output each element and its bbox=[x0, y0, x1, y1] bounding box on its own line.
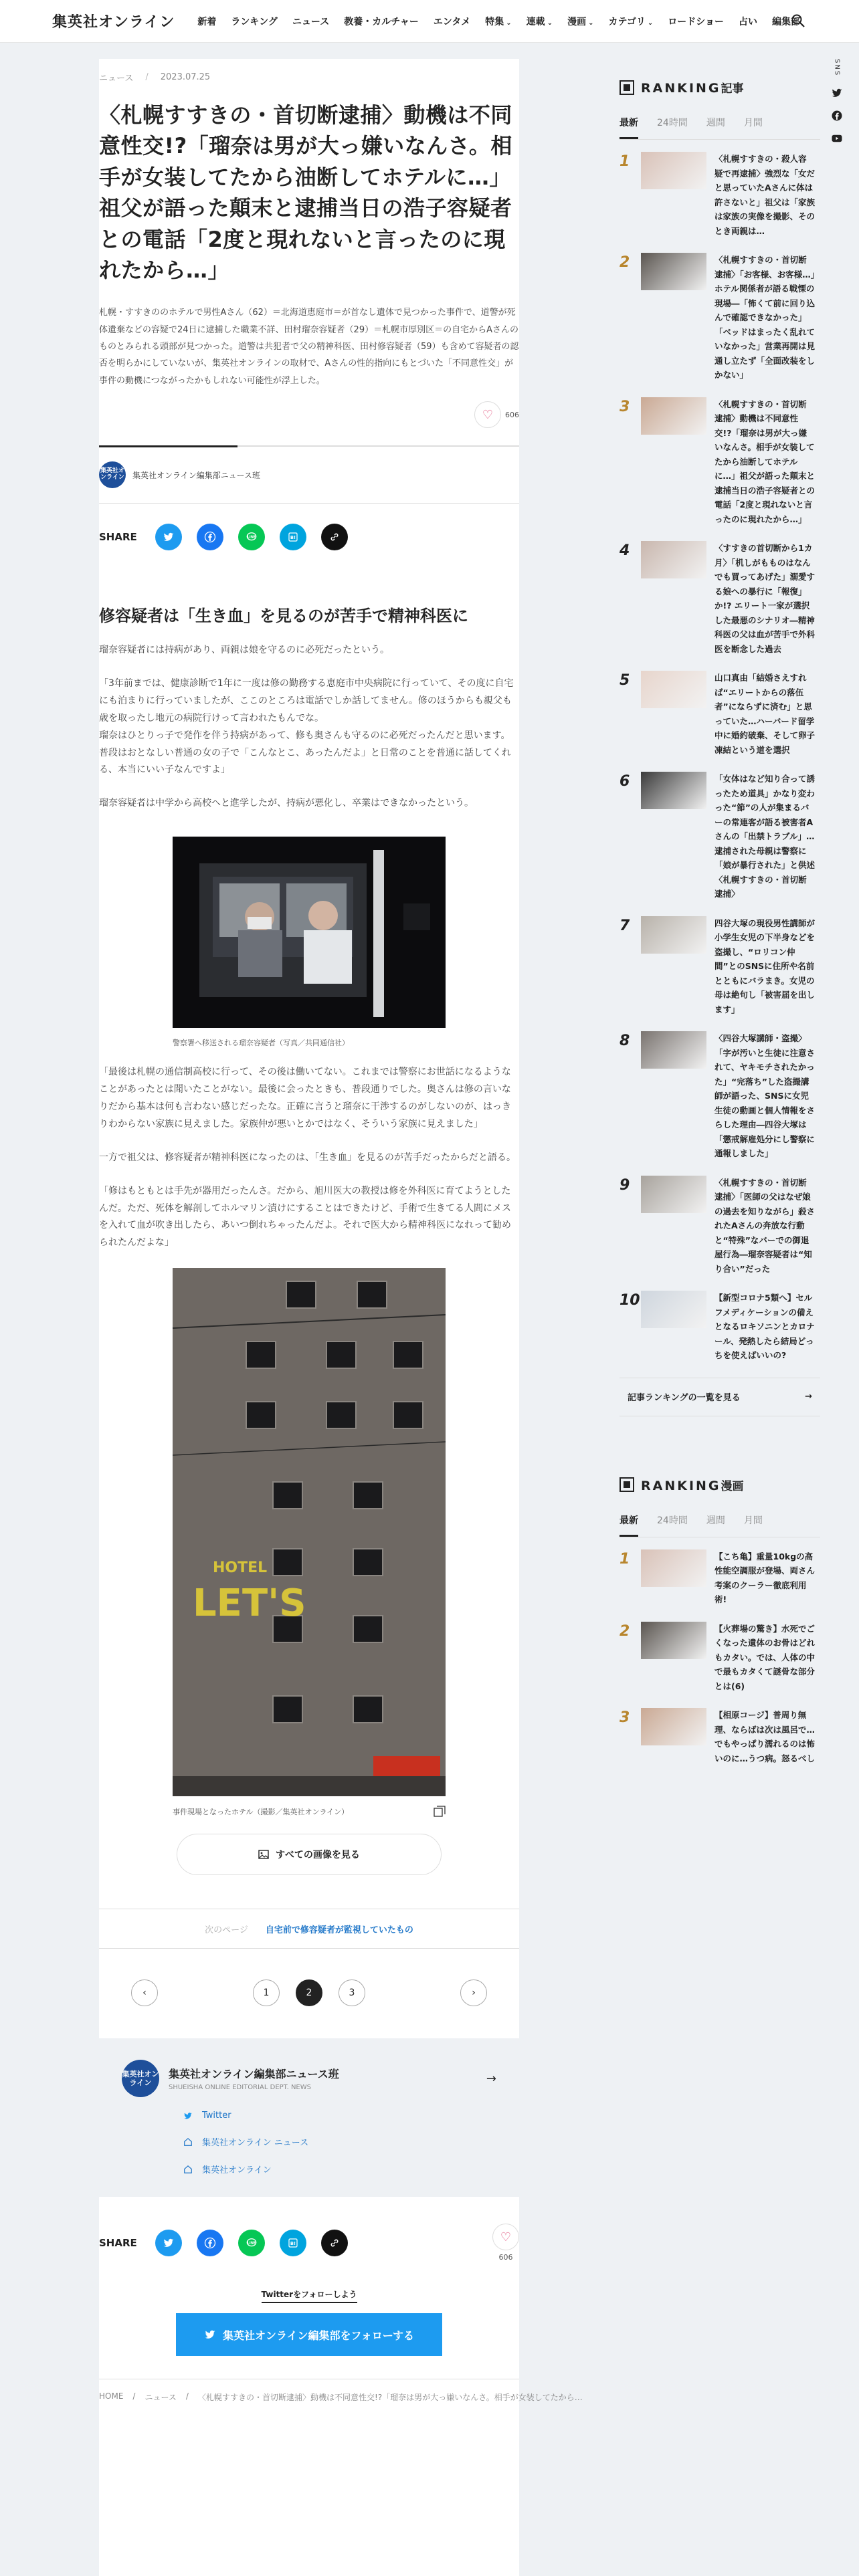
nav-item[interactable] bbox=[739, 15, 757, 28]
author-row[interactable] bbox=[99, 461, 519, 504]
share-label: SHARE bbox=[99, 2236, 137, 2249]
ranking-tab[interactable]: 24時間 bbox=[657, 1515, 688, 1526]
ranking-number: 4 bbox=[619, 542, 630, 559]
ranking-thumbnail[interactable] bbox=[641, 1708, 706, 1745]
body-paragraph: 「3年前までは、健康診断で1年に一度は修の勤務する恵庭市中央病院に行っていて、その度に自宅にも泊まりに行っていましたが、ここのところは電話でしか話してません。修のほうからも親父も歳を取ったし地元の病院行けって言われたもんでな。 瑠奈はひとりっ子で発作を伴う持病があって、修も奥さんも守るのに必死だったんだと思います。普段はおとなしい普通の女の子で「こんなとこ、あったんだよ」と日常のことを普通に話してくれる、本当にいい子なんですよ」 bbox=[99, 677, 514, 776]
ranking-title-suffix: 記事 bbox=[721, 82, 744, 96]
editor-avatar: 集英社オンライン bbox=[122, 2060, 159, 2097]
figure-arrest bbox=[173, 837, 446, 1048]
nav-item-label: ロードショー bbox=[668, 16, 725, 27]
ranking-title bbox=[641, 1477, 744, 1493]
share-bar bbox=[99, 524, 519, 550]
next-page-title[interactable]: 自宅前で修容疑者が監視していたもの bbox=[265, 1925, 413, 1935]
ranking-thumbnail[interactable] bbox=[641, 541, 706, 578]
breadcrumb-home[interactable]: HOME bbox=[99, 2391, 124, 2401]
ranking-number: 7 bbox=[619, 917, 630, 934]
ranking-thumbnail[interactable] bbox=[641, 1622, 706, 1659]
ranking-item-title[interactable]: 〈四谷大塚講師・盗撮〉「字が汚いと生徒に注意されて、ヤキモチされたかった」“完落ち”した盗撮講師が語った、SNSに女児生徒の動画と個人情報をさらした理由―四谷大塚は「懲戒解雇処分にし警察に通報しました」 bbox=[714, 1033, 816, 1158]
ranking-item[interactable] bbox=[619, 1031, 820, 1161]
arrest-photo[interactable] bbox=[173, 837, 446, 1028]
next-page-link[interactable] bbox=[99, 1909, 519, 1949]
breadcrumb-separator: / bbox=[185, 2391, 189, 2401]
ranking-manga bbox=[619, 1477, 820, 1766]
chevron-down-icon: ⌄ bbox=[506, 19, 512, 27]
view-all-images-label: すべての画像を見る bbox=[276, 1850, 360, 1861]
svg-text:B!: B! bbox=[290, 2240, 296, 2246]
ranking-item-title[interactable]: 【相原コージ】普周り無理、ならばは次は風呂で…でもやっぱり濡れるのは怖いのに…うつ病。怒るべし bbox=[714, 1710, 816, 1763]
reading-progress-fill bbox=[99, 445, 237, 447]
ranking-thumbnail[interactable] bbox=[641, 1176, 706, 1213]
caption-text: 警察署へ移送される瑠奈容疑者（写真／共同通信社） bbox=[173, 1039, 349, 1048]
nav-item[interactable] bbox=[668, 15, 724, 28]
editor-link-label: Twitter bbox=[202, 2111, 231, 2121]
ranking-thumbnail[interactable] bbox=[641, 253, 706, 290]
ranking-tab[interactable]: 24時間 bbox=[657, 118, 688, 128]
nav-item[interactable] bbox=[608, 15, 653, 28]
share-twitter-icon[interactable] bbox=[155, 2230, 182, 2256]
breadcrumb-separator: / bbox=[132, 2391, 136, 2401]
pagination-next-button[interactable]: › bbox=[460, 1979, 487, 2006]
ranking-item[interactable] bbox=[619, 1176, 820, 1277]
ranking-number: 8 bbox=[619, 1033, 630, 1049]
nav-item[interactable] bbox=[197, 15, 216, 28]
like-row-bottom bbox=[492, 2224, 519, 2262]
ranking-item-title[interactable]: 〈札幌すすきの・首切断逮捕〉動機は不同意性交!?「瑠奈は男が大っ嫌いなんさ。相手が女装してたから油断してホテルに…」祖父が語った顛末と逮捕当日の浩子容疑者との電話「2度と現れないと言ったのに現れたから…」 bbox=[714, 399, 816, 524]
nav-item[interactable] bbox=[567, 15, 593, 28]
ranking-tab[interactable]: 最新 bbox=[619, 116, 638, 139]
share-hatena-icon[interactable] bbox=[280, 2230, 306, 2256]
twitter-icon bbox=[183, 2111, 193, 2121]
breadcrumb bbox=[99, 2379, 583, 2403]
nav-item-label: 特集 bbox=[485, 16, 504, 27]
editor-link-news[interactable] bbox=[183, 2135, 496, 2148]
heart-icon[interactable]: ♡ bbox=[492, 2224, 519, 2250]
chevron-down-icon: ⌄ bbox=[588, 19, 594, 27]
ranking-item-title[interactable]: 【新型コロナ5類へ】セルフメディケーションの備えとなるロキソニンとカロナール、発熱したら結局どっちを使えばいいの? bbox=[714, 1293, 815, 1360]
editor-link-site[interactable] bbox=[183, 2163, 496, 2175]
chevron-down-icon: ⌄ bbox=[547, 19, 553, 27]
pagination bbox=[131, 1979, 487, 2006]
heart-icon[interactable]: ♡ bbox=[474, 401, 501, 428]
ranking-item-title[interactable]: 〈すすきの首切断から1カ月〉「机しがもものはなんでも買ってあげた」溺愛する娘への暴行に「報復」か!? エリート一家が選択した最悪のシナリオ―精神科医の父は血が苦手で外科医を断念した過去 bbox=[714, 543, 816, 654]
ranking-tab[interactable]: 週間 bbox=[706, 1515, 725, 1526]
body-paragraph: 瑠奈容疑者には持病があり、両親は娘を守るのに必死だったという。 bbox=[99, 645, 389, 656]
editor-name: 集英社オンライン編集部ニュース班 bbox=[169, 2068, 339, 2081]
share-link-icon[interactable] bbox=[321, 524, 348, 550]
ranking-thumbnail[interactable] bbox=[641, 1549, 706, 1587]
nav-item[interactable] bbox=[231, 15, 278, 28]
ranking-item[interactable] bbox=[619, 916, 820, 1017]
sns-rail bbox=[828, 59, 846, 144]
share-line-icon[interactable] bbox=[238, 2230, 265, 2256]
ranking-more-link[interactable] bbox=[619, 1378, 820, 1416]
share-link-icon[interactable] bbox=[321, 2230, 348, 2256]
ranking-thumbnail[interactable] bbox=[641, 916, 706, 954]
twitter-icon[interactable] bbox=[831, 87, 843, 99]
section-heading: 修容疑者は「生き血」を見るのが苦手で精神科医に bbox=[99, 607, 468, 626]
ranking-item-title[interactable]: 【こち亀】重量10kgの高性能空調服が登場、両さん考案のクーラー徹底利用術! bbox=[714, 1551, 816, 1604]
follow-label-text: Twitterをフォローしよう bbox=[262, 2290, 357, 2303]
gallery-icon[interactable] bbox=[434, 1806, 446, 1818]
twitter-follow-button[interactable] bbox=[176, 2313, 442, 2356]
like-count: 606 bbox=[505, 410, 519, 419]
sns-label: SNS bbox=[833, 59, 841, 77]
nav-item-label: 連載 bbox=[526, 16, 545, 27]
editor-head[interactable] bbox=[122, 2060, 496, 2097]
ranking-title-text: RANKING bbox=[641, 1478, 721, 1493]
nav-item[interactable] bbox=[485, 15, 511, 28]
ranking-item[interactable] bbox=[619, 772, 820, 901]
ranking-number: 3 bbox=[619, 1709, 630, 1726]
photo-caption bbox=[173, 1806, 446, 1818]
next-page-label: 次のページ bbox=[205, 1925, 248, 1935]
ranking-thumbnail[interactable] bbox=[641, 772, 706, 809]
ranking-title-suffix: 漫画 bbox=[721, 1479, 744, 1493]
twitter-icon bbox=[204, 2329, 216, 2341]
nav-item-label: ニュース bbox=[292, 16, 330, 27]
article-date: 2023.07.25 bbox=[160, 72, 211, 82]
ranking-articles bbox=[619, 79, 820, 1416]
nav-item[interactable] bbox=[344, 15, 419, 28]
ranking-list bbox=[619, 1549, 820, 1766]
view-all-images-button[interactable] bbox=[177, 1834, 442, 1875]
ranking-mark-icon bbox=[619, 80, 634, 95]
pagination-prev-button[interactable]: ‹ bbox=[131, 1979, 158, 2006]
ranking-thumbnail[interactable] bbox=[641, 152, 706, 189]
ranking-item-title[interactable]: 〈札幌すすきの・殺人容疑で再逮捕〉強烈な「女だと思っていたAさんに体は許さないと」祖父は「家族は家族の実像を撮影、そのとき両親は… bbox=[714, 154, 816, 236]
ranking-tab[interactable]: 月間 bbox=[743, 118, 763, 128]
photo-caption bbox=[173, 1037, 446, 1048]
reading-progress bbox=[99, 445, 519, 447]
ranking-more-label: 記事ランキングの一覧を見る bbox=[628, 1393, 741, 1403]
site-logo[interactable]: 集英社オンライン bbox=[52, 14, 175, 31]
ranking-list bbox=[619, 152, 820, 1363]
editor-profile-box bbox=[99, 2038, 519, 2197]
ranking-number: 3 bbox=[619, 398, 630, 415]
svg-text:B!: B! bbox=[290, 535, 296, 541]
nav-item-label: 占い bbox=[739, 16, 758, 27]
arrow-right-icon[interactable]: → bbox=[486, 2071, 496, 2086]
nav-item-label: ランキング bbox=[231, 16, 278, 27]
pagination-page[interactable]: 3 bbox=[339, 1979, 365, 2006]
ranking-item[interactable] bbox=[619, 1622, 820, 1694]
meta-separator: / bbox=[145, 72, 149, 82]
share-line-icon[interactable] bbox=[238, 524, 265, 550]
body-paragraph: 「最後は札幌の通信制高校に行って、その後は働いてない。これまでは警察にお世話になるようなことがあったとは聞いたことがない。最後に会ったときも、普段通りでした。奥さんは修の言いなりだから基本は何も言わない感じだったな。正確に言うと瑠奈に干渉するのがしないのが、はっきりわからない家族に見えました。家族仲が悪いとかではなく、そういう家族に見えました」 bbox=[99, 1067, 511, 1130]
ranking-item-title[interactable]: 【火葬場の驚き】水死でごくなった遺体のお骨はどれもカタい。では、人体の中で最もカタくて謎骨な部分とは(6) bbox=[714, 1623, 816, 1691]
sidebar bbox=[619, 79, 820, 1780]
ranking-item[interactable] bbox=[619, 541, 820, 656]
like-row bbox=[99, 401, 519, 428]
svg-text:LINE: LINE bbox=[247, 535, 256, 540]
ranking-number: 6 bbox=[619, 773, 630, 790]
chevron-down-icon: ⌄ bbox=[647, 19, 654, 27]
ranking-number: 2 bbox=[619, 254, 630, 271]
ranking-thumbnail[interactable] bbox=[641, 1031, 706, 1069]
ranking-item-title[interactable]: 〈札幌すすきの・首切断逮捕〉「お客様、お客様…」ホテル関係者が語る戦慄の現場―「怖くて前に回り込んで確認できなかった」「ベッドはまったく乱れていなかった」営業再開は見通し立たず「全面改装をしかない」 bbox=[714, 255, 816, 380]
home-icon bbox=[183, 2137, 193, 2147]
svg-text:HOTEL: HOTEL bbox=[213, 1560, 268, 1577]
article-main bbox=[99, 59, 583, 2576]
article-title: 〈札幌すすきの・首切断逮捕〉動機は不同意性交!?「瑠奈は男が大っ嫌いなんさ。相手が女装してたから油断してホテルに…」祖父が語った顛末と逮捕当日の浩子容疑者との電話「2度と現れないと言ったのに現れたから…」 bbox=[99, 102, 512, 283]
ranking-item-title[interactable]: 「女体はなど知り合って誘ったため道具」かなり変わった“節”の人が集まるバーの常連客が語る被害者Aさんの「出禁トラブル」…逮捕された母親は警察に「娘が暴行された」と供述〈札幌すすきの・首切断逮捕〉 bbox=[714, 774, 816, 899]
figure-hotel bbox=[173, 1268, 446, 1818]
ranking-item-title[interactable]: 四谷大塚の現役男性講師が小学生女児の下半身などを盗撮し、“ロリコン仲間”とのSNSに住所や名前とともにバラまき。女児の母は絶句し「被害届を出します」 bbox=[714, 918, 816, 1014]
ranking-item[interactable] bbox=[619, 1291, 820, 1363]
ranking-thumbnail[interactable] bbox=[641, 671, 706, 708]
site-header bbox=[0, 0, 859, 43]
author-avatar: 集英社オンライン bbox=[99, 461, 126, 488]
body-paragraph: 瑠奈容疑者は中学から高校へと進学したが、持病が悪化し、卒業はできなかったという。 bbox=[99, 798, 474, 809]
body-paragraph: 「修はもともとは手先が器用だったんさ。だから、旭川医大の教授は修を外科医に育てようとしたんだ。ただ、死体を解剖してホルマリン漬けにすることはできたけど、手術で生きてる人間にメスを入れて血が吹き出したら、あいつ倒れちゃったんだよ。それで医大から精神科医になれって勧められたんだよな」 bbox=[99, 1185, 511, 1249]
body-paragraph: 一方で祖父は、修容疑者が精神科医になったのは、「生き血」を見るのが苦手だったからだと語る。 bbox=[99, 1152, 516, 1163]
share-facebook-icon[interactable] bbox=[197, 2230, 223, 2256]
ranking-tab[interactable]: 月間 bbox=[743, 1515, 763, 1526]
breadcrumb-current: 〈札幌すすきの・首切断逮捕〉動機は不同意性交!?「瑠奈は男が大っ嫌いなんさ。相手が女装してたから… bbox=[197, 2393, 583, 2403]
author-name[interactable]: 集英社オンライン編集部ニュース班 bbox=[132, 470, 261, 480]
home-icon bbox=[183, 2165, 193, 2174]
share-facebook-icon[interactable] bbox=[197, 524, 223, 550]
nav-item[interactable] bbox=[527, 15, 553, 28]
youtube-icon[interactable] bbox=[831, 132, 843, 144]
editor-links bbox=[122, 2111, 496, 2175]
share-twitter-icon[interactable] bbox=[155, 524, 182, 550]
ranking-number: 10 bbox=[619, 1292, 640, 1309]
ranking-item-title[interactable]: 〈札幌すすきの・首切断逮捕〉「医師の父はなぜ娘の過去を知りながら」殺されたAさんの奔放な行動と“特殊”なバーでの御退屋行為―瑠奈容疑者は“知り合い”だった bbox=[714, 1177, 816, 1274]
nav-item-label: 編集部 bbox=[772, 16, 801, 27]
arrow-right-icon: → bbox=[805, 1392, 812, 1402]
ranking-number: 1 bbox=[619, 153, 630, 170]
article-category-link[interactable]: ニュース bbox=[99, 74, 134, 84]
editor-link-label: 集英社オンライン ニュース bbox=[202, 2138, 309, 2149]
editor-link-twitter[interactable] bbox=[183, 2111, 496, 2121]
ranking-tab[interactable]: 最新 bbox=[619, 1513, 638, 1537]
article-meta bbox=[99, 71, 519, 84]
breadcrumb-category[interactable]: ニュース bbox=[145, 2393, 177, 2403]
ranking-header bbox=[619, 79, 820, 116]
nav-item-label: エンタメ bbox=[433, 16, 471, 27]
pagination-page[interactable]: 2 bbox=[296, 1979, 322, 2006]
ranking-item[interactable] bbox=[619, 671, 820, 757]
ranking-mark-icon bbox=[619, 1477, 634, 1492]
editor-subtitle: SHUEISHA ONLINE EDITORIAL DEPT. NEWS bbox=[169, 2084, 311, 2092]
ranking-item[interactable] bbox=[619, 397, 820, 527]
share-label: SHARE bbox=[99, 531, 137, 544]
ranking-item[interactable] bbox=[619, 152, 820, 238]
nav-item-label: 新着 bbox=[197, 16, 217, 27]
global-nav bbox=[197, 15, 800, 28]
ranking-header bbox=[619, 1477, 820, 1513]
ranking-number: 1 bbox=[619, 1550, 630, 1568]
editor-link-label: 集英社オンライン bbox=[202, 2165, 272, 2176]
ranking-thumbnail[interactable] bbox=[641, 1291, 706, 1328]
nav-item[interactable] bbox=[292, 15, 329, 28]
ranking-item[interactable] bbox=[619, 253, 820, 383]
ranking-tabs bbox=[619, 116, 820, 140]
ranking-item-title[interactable]: 山口真由「結婚さえすれば“エリートからの落伍者”にならずに済む」と思っていた…ハーバード留学中に婚約破棄、そして卵子凍結という道を選択 bbox=[714, 673, 816, 755]
ranking-number: 5 bbox=[619, 672, 630, 689]
article-lead: 札幌・すすきののホテルで男性Aさん（62）＝北海道恵庭市＝が首なし遺体で見つかった事件で、道警が死体遺棄などの容疑で24日に逮捕した職業不詳、田村瑠奈容疑者（29）＝札幌市厚別区＝の自宅からAさんのものとみられる頭部が見つかった。道警は共犯者で父の精神科医、田村修容疑者（59）も含めて容疑者の認否を明らかにしていないが、集英社オンラインの取材で、Aさんの性的指向にもとづいた「不同意性交」が事件の動機につながったかもしれない可能性が浮上した。 bbox=[99, 308, 519, 386]
pagination-pages bbox=[253, 1979, 365, 2006]
like-count: 606 bbox=[498, 2253, 513, 2262]
svg-text:LET'S: LET'S bbox=[193, 1582, 306, 1626]
ranking-number: 9 bbox=[619, 1176, 630, 1194]
nav-item-label: 教養・カルチャー bbox=[344, 16, 419, 27]
search-icon[interactable] bbox=[791, 13, 805, 28]
ranking-title-text: RANKING bbox=[641, 81, 721, 96]
ranking-item[interactable] bbox=[619, 1549, 820, 1607]
nav-item[interactable] bbox=[434, 15, 470, 28]
image-icon bbox=[258, 1849, 269, 1860]
share-bar-bottom bbox=[99, 2224, 519, 2262]
pagination-page[interactable]: 1 bbox=[253, 1979, 280, 2006]
ranking-item[interactable] bbox=[619, 1708, 820, 1765]
facebook-icon[interactable] bbox=[831, 110, 843, 122]
ranking-number: 2 bbox=[619, 1622, 630, 1640]
ranking-title bbox=[641, 79, 744, 96]
share-hatena-icon[interactable] bbox=[280, 524, 306, 550]
ranking-tab[interactable]: 週間 bbox=[706, 118, 725, 128]
ranking-tabs bbox=[619, 1513, 820, 1537]
twitter-follow-label: 集英社オンライン編集部をフォローする bbox=[223, 2329, 414, 2342]
svg-text:LINE: LINE bbox=[247, 2240, 256, 2245]
follow-label bbox=[99, 2288, 519, 2300]
nav-item-label: 漫画 bbox=[567, 16, 587, 27]
hotel-photo[interactable] bbox=[173, 1268, 446, 1796]
caption-text: 事件現場となったホテル（撮影／集英社オンライン） bbox=[173, 1808, 349, 1817]
nav-item-label: カテゴリ bbox=[608, 16, 646, 27]
ranking-thumbnail[interactable] bbox=[641, 397, 706, 435]
